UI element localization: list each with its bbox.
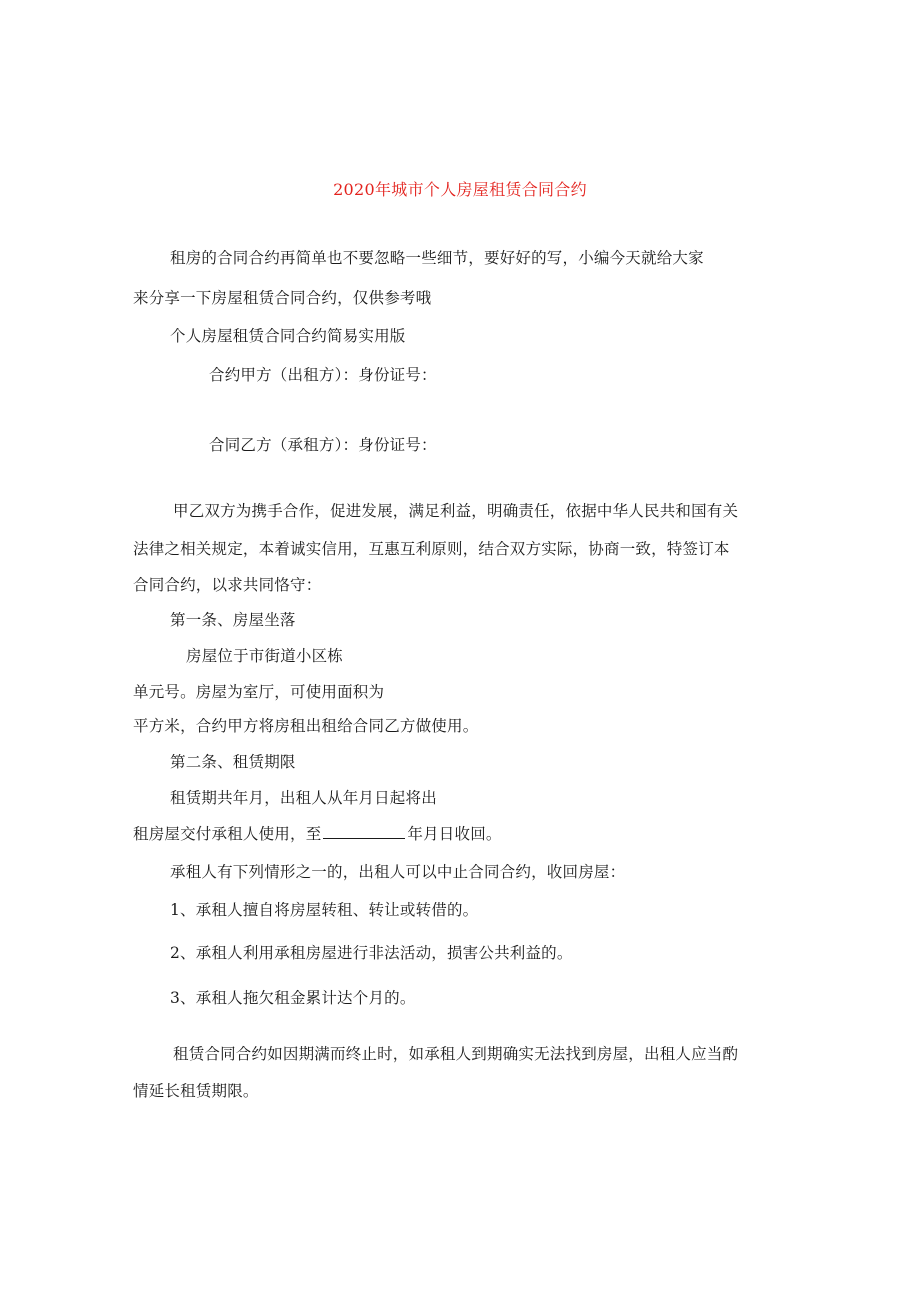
preamble-line-2: 法律之相关规定，本着诚实信用，互惠互利原则，结合双方实际，协商一致，特签订本 (133, 540, 730, 558)
article-2-heading: 第二条、租赁期限 (170, 753, 296, 771)
article-1-line-1: 房屋位于市街道小区栋 (186, 647, 344, 665)
article-2-line-2 (133, 824, 502, 844)
preamble-line-1: 甲乙双方为携手合作，促进发展，满足利益，明确责任，依据中华人民共和国有关 (173, 502, 739, 520)
intro-line-1: 租房的合同合约再简单也不要忽略一些细节，要好好的写，小编今天就给大家 (170, 249, 704, 267)
closing-line-2: 情延长租赁期限。 (133, 1082, 259, 1100)
article-2-line-2-before: 租房屋交付承租人使用，至 (133, 825, 322, 843)
term-item-3: 3、承租人拖欠租金累计达个月的。 (170, 989, 416, 1007)
document-title: 2020年城市个人房屋租赁合同合约 (333, 180, 587, 199)
article-2-line-2-after: 年月日收回。 (407, 825, 502, 843)
subtitle: 个人房屋租赁合同合约简易实用版 (170, 327, 406, 345)
article-2-line-1: 租赁期共年月，出租人从年月日起将出 (170, 789, 437, 807)
closing-line-1: 租赁合同合约如因期满而终止时，如承租人到期确实无法找到房屋，出租人应当酌 (173, 1045, 739, 1063)
party-b-line: 合同乙方（承租方）：身份证号： (209, 436, 437, 454)
term-item-2: 2、承租人利用承租房屋进行非法活动，损害公共利益的。 (170, 944, 573, 962)
date-blank (323, 824, 405, 839)
article-1-line-3: 平方米，合约甲方将房租出租给合同乙方做使用。 (133, 717, 479, 735)
preamble-line-3: 合同合约，以求共同恪守： (133, 576, 322, 594)
party-a-line: 合约甲方（出租方）：身份证号： (209, 366, 437, 384)
intro-line-2: 来分享一下房屋租赁合同合约，仅供参考哦 (133, 289, 432, 307)
term-item-1: 1、承租人擅自将房屋转租、转让或转借的。 (170, 901, 479, 919)
termination-intro: 承租人有下列情形之一的，出租人可以中止合同合约，收回房屋： (170, 863, 626, 881)
article-1-line-2: 单元号。房屋为室厅，可使用面积为 (133, 683, 385, 701)
article-1-heading: 第一条、房屋坐落 (170, 611, 296, 629)
